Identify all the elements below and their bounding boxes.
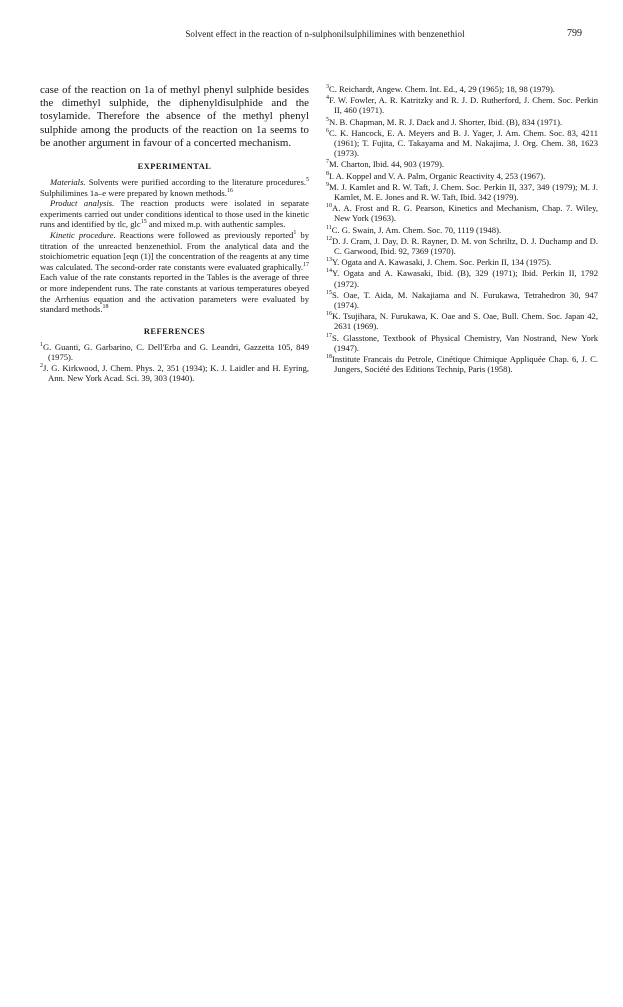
- reference-number: 8: [326, 170, 329, 177]
- reference-number: 7: [326, 159, 329, 166]
- product-analysis-text: The reaction products were isolated in separate experiments carried out under conditions identical to those used in the kinetic runs and identified by tlc, glc: [40, 198, 309, 230]
- reference-item: [326, 333, 598, 353]
- reference-item: [326, 117, 598, 127]
- citation-superscript: 16: [226, 187, 233, 194]
- reference-item: [326, 182, 598, 202]
- reference-item: [326, 311, 598, 331]
- reference-number: 14: [326, 268, 332, 275]
- reference-text: D. J. Cram, J. Day, D. R. Rayner, D. M. von Schriltz, D. J. Duchamp and D. C. Garwood, Ibid. 92, 7369 (1970).: [332, 235, 598, 257]
- reference-text: M. J. Kamlet and R. W. Taft, J. Chem. Soc. Perkin II, 337, 349 (1979); M. J. Kamlet, M. E. Jones and R. W. Taft, Ibid. 342 (1979).: [329, 181, 598, 203]
- right-column-references: [326, 84, 598, 375]
- reference-text: A. A. Frost and R. G. Pearson, Kinetics and Mechanism, Chap. 7. Wiley, New York (1963).: [332, 203, 598, 224]
- reference-text: J. G. Kirkwood, J. Chem. Phys. 2, 351 (1934); K. J. Laidler and H. Eyring, Ann. New York Acad. Sci. 39, 303 (1940).: [43, 363, 309, 384]
- citation-superscript: 5: [306, 177, 309, 184]
- left-column: [40, 84, 309, 385]
- reference-number: 1: [40, 341, 43, 348]
- reference-text: C. Reichardt, Angew. Chem. Int. Ed., 4, 29 (1965); 18, 98 (1979).: [329, 84, 555, 94]
- reference-number: 12: [326, 235, 332, 242]
- page-number: 799: [567, 28, 582, 39]
- reference-text: N. B. Chapman, M. R. J. Dack and J. Shorter, Ibid. (B), 834 (1971).: [329, 116, 563, 127]
- citation-superscript: 1: [293, 230, 297, 237]
- reference-number: 5: [326, 116, 329, 123]
- reference-text: M. Charton, Ibid. 44, 903 (1979).: [329, 159, 445, 170]
- kinetic-text-3: Each value of the rate constants reported in the Tables is the average of three or more independent runs. The rate constants at various temperatures obeyed the Arrhenius equation and the activation parameters were evaluated by standard methods.: [40, 272, 309, 315]
- reference-number: 4: [326, 95, 329, 102]
- reference-number: 3: [326, 84, 329, 91]
- kinetic-procedure-lead: Kinetic procedure.: [50, 229, 116, 240]
- materials-text-2: Sulphilimines 1a–e were prepared by known methods.: [40, 187, 227, 198]
- reference-item: [326, 225, 598, 235]
- experimental-heading: EXPERIMENTAL: [137, 162, 212, 172]
- reference-number: 13: [326, 257, 332, 264]
- reference-item: [326, 257, 598, 267]
- reference-item: [326, 171, 598, 181]
- running-header: Solvent effect in the reaction of n-sulphonilsulphilimines with benzenethiol: [185, 29, 465, 39]
- reference-text: G. Guanti, G. Garbarino, C. Dell'Erba and G. Leandri, Gazzetta 105, 849 (1975).: [43, 341, 309, 362]
- reference-item: [40, 342, 309, 362]
- reference-item: [326, 236, 598, 256]
- reference-number: 2: [40, 363, 43, 370]
- reference-text: C. G. Swain, J. Am. Chem. Soc. 70, 1119 (1948).: [331, 224, 502, 235]
- reference-item: [326, 354, 598, 374]
- reference-number: 10: [326, 203, 332, 210]
- reference-item: [326, 268, 598, 288]
- reference-item: [326, 203, 598, 223]
- reference-text: K. Tsujihara, N. Furukawa, K. Oae and S. Oae, Bull. Chem. Soc. Japan 42, 2631 (1969).: [332, 311, 598, 332]
- reference-item: [326, 128, 598, 159]
- reference-text: S. Oae, T. Aida, M. Nakajiama and N. Furukawa, Tetrahedron 30, 947 (1974).: [332, 289, 598, 311]
- reference-text: Y. Ogata and A. Kawasaki, Ibid. (B), 329 (1971); Ibid. Perkin II, 1792 (1972).: [332, 268, 598, 289]
- reference-item: [40, 363, 309, 383]
- reference-text: Institute Francais du Petrole, Cinétique Chimique Appliquée Chap. 6, J. C. Jungers, Société des Editions Technip, Paris (1958).: [332, 354, 598, 375]
- citation-superscript: 18: [102, 304, 109, 311]
- reference-item: [326, 84, 598, 94]
- reference-text: F. W. Fowler, A. R. Katritzky and R. J. D. Rutherford, J. Chem. Soc. Perkin II, 460 (1971).: [329, 95, 598, 116]
- reference-number: 17: [326, 332, 332, 339]
- reference-text: C. K. Hancock, E. A. Meyers and B. J. Yager, J. Am. Chem. Soc. 83, 4211 (1961); T. Fujita, C. Takayama and M. Nakajima, J. Org. Chem. 38, 1623 (1973).: [329, 127, 598, 159]
- product-analysis-text-2: and mixed m.p. with authentic samples.: [146, 219, 286, 230]
- product-analysis-lead: Product analysis.: [50, 198, 115, 209]
- reference-item: [326, 290, 598, 310]
- reference-number: 6: [326, 127, 329, 134]
- reference-text: Y. Ogata and A. Kawasaki, J. Chem. Soc. Perkin II, 134 (1975).: [332, 257, 552, 268]
- kinetic-text-2: by titration of the unreacted benzenethiol. From the analytical data and the stoichiometric equation [eqn (1)] the concentration of the reagents at any time was calculated. The second-order rate constants were evaluated graphically.: [40, 229, 309, 272]
- intro-paragraph: case of the reaction on 1a of methyl phenyl sulphide besides the dimethyl sulphide, the diphenyldisulphide and the tosylamide. Therefore the absence of the methyl phenyl sulphide among the products of the reaction on 1a seems to be another argument in favour of a concerted mechanism.: [40, 84, 309, 149]
- reference-number: 9: [326, 181, 329, 188]
- references-list-left: [40, 342, 309, 384]
- reference-number: 15: [326, 290, 332, 296]
- materials-lead: Materials.: [50, 177, 86, 188]
- citation-superscript: 15: [140, 219, 147, 226]
- reference-number: 11: [326, 224, 332, 231]
- reference-number: 18: [326, 354, 332, 361]
- reference-text: S. Glasstone, Textbook of Physical Chemistry, Van Nostrand, New York (1947).: [332, 332, 598, 353]
- reference-number: 16: [326, 311, 332, 318]
- kinetic-procedure-paragraph: [40, 230, 309, 315]
- reference-item: [326, 159, 598, 169]
- product-analysis-paragraph: [40, 198, 309, 230]
- kinetic-text: Reactions were followed as previously reported: [115, 229, 294, 240]
- materials-text: Solvents were purified according to the literature procedures.: [85, 177, 306, 188]
- citation-superscript: 17: [303, 261, 309, 268]
- reference-item: [326, 95, 598, 115]
- references-heading: REFERENCES: [143, 326, 206, 336]
- reference-text: I. A. Koppel and V. A. Palm, Organic Reactivity 4, 253 (1967).: [329, 170, 546, 181]
- materials-paragraph: [40, 177, 309, 198]
